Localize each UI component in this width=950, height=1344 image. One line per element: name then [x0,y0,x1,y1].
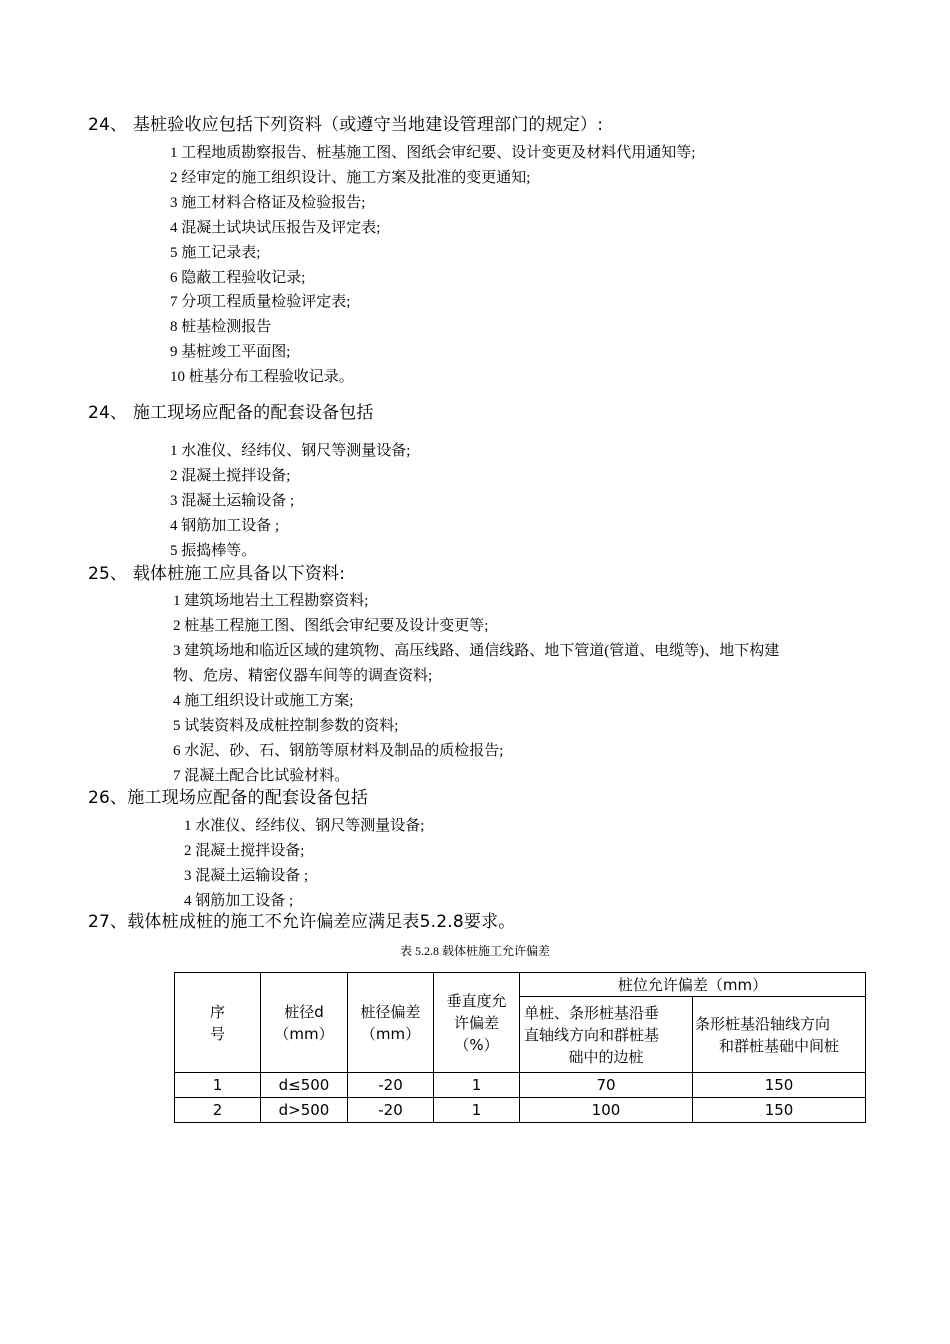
list-item: 1 水准仪、经纬仪、钢尺等测量设备; [170,443,411,459]
list-item: 6 隐蔽工程验收记录; [170,270,306,286]
header-position-middle-piles: 条形桩基沿轴线方向 和群桩基础中间桩 [693,997,866,1073]
table-row [175,1073,866,1098]
list-item: 1 建筑场地岩土工程勘察资料; [173,593,369,609]
section-heading-pile-docs: 25、 载体桩施工应具备以下资料: [88,564,346,584]
list-item: 6 水泥、砂、石、钢筋等原材料及制品的质检报告; [173,743,504,759]
cell-diameter-deviation: -20 [348,1073,434,1098]
tolerance-table [174,972,866,1123]
list-item: 3 建筑场地和临近区域的建筑物、高压线路、通信线路、地下管道(管道、电缆等)、地下构建 [173,643,780,659]
header-position-edge-piles: 单桩、条形桩基沿垂 直轴线方向和群桩基 础中的边桩 [520,997,693,1073]
cell-middle-pile-deviation: 150 [693,1098,866,1123]
list-item: 2 混凝土搅拌设备; [184,843,305,859]
section-heading-inspection-docs: 24、 基桩验收应包括下列资料（或遵守当地建设管理部门的规定）: [88,115,604,135]
list-item: 7 分项工程质量检验评定表; [170,294,351,310]
section-heading-equipment-2: 26、施工现场应配备的配套设备包括 [88,788,369,808]
cell-verticality: 1 [434,1073,520,1098]
header-position-group: 桩位允许偏差（mm） [520,973,866,997]
cell-edge-pile-deviation: 70 [520,1073,693,1098]
section-heading-equipment: 24、 施工现场应配备的配套设备包括 [88,403,374,423]
list-item: 3 混凝土运输设备 ; [184,868,309,884]
list-item: 5 试装资料及成桩控制参数的资料; [173,718,399,734]
cell-seq: 2 [175,1098,261,1123]
list-item: 2 混凝土搅拌设备; [170,468,291,484]
list-item: 3 混凝土运输设备 ; [170,493,295,509]
cell-diameter: d>500 [261,1098,348,1123]
header-seq: 序 号 [175,973,261,1073]
list-item: 4 钢筋加工设备 ; [170,518,280,534]
header-diameter-deviation: 桩径偏差 （mm） [348,973,434,1073]
list-item: 1 水准仪、经纬仪、钢尺等测量设备; [184,818,425,834]
cell-middle-pile-deviation: 150 [693,1073,866,1098]
list-item: 2 桩基工程施工图、图纸会审纪要及设计变更等; [173,618,489,634]
cell-seq: 1 [175,1073,261,1098]
table-row [175,1098,866,1123]
list-item: 2 经审定的施工组织设计、施工方案及批准的变更通知; [170,170,531,186]
section-heading-tolerance: 27、载体桩成桩的施工不允许偏差应满足表5.2.8要求。 [88,912,516,932]
list-item: 7 混凝土配合比试验材料。 [173,768,350,784]
list-item: 5 振捣棒等。 [170,543,257,559]
list-item: 8 桩基检测报告 [170,319,272,335]
list-item: 1 工程地质勘察报告、桩基施工图、图纸会审纪要、设计变更及材料代用通知等; [170,145,696,161]
header-verticality: 垂直度允 许偏差 （%） [434,973,520,1073]
list-item: 物、危房、精密仪器车间等的调查资料; [173,668,433,684]
cell-diameter-deviation: -20 [348,1098,434,1123]
cell-diameter: d≤500 [261,1073,348,1098]
list-item: 3 施工材料合格证及检验报告; [170,195,366,211]
list-item: 5 施工记录表; [170,245,261,261]
table-caption: 表 5.2.8 载体桩施工允许偏差 [399,944,550,958]
cell-edge-pile-deviation: 100 [520,1098,693,1123]
list-item: 9 基桩竣工平面图; [170,344,291,360]
list-item: 4 混凝土试块试压报告及评定表; [170,220,381,236]
table-header-row [175,973,866,997]
cell-verticality: 1 [434,1098,520,1123]
list-item: 4 钢筋加工设备 ; [184,893,294,909]
list-item: 10 桩基分布工程验收记录。 [170,369,354,385]
list-item: 4 施工组织设计或施工方案; [173,693,354,709]
header-diameter: 桩径d （mm） [261,973,348,1073]
